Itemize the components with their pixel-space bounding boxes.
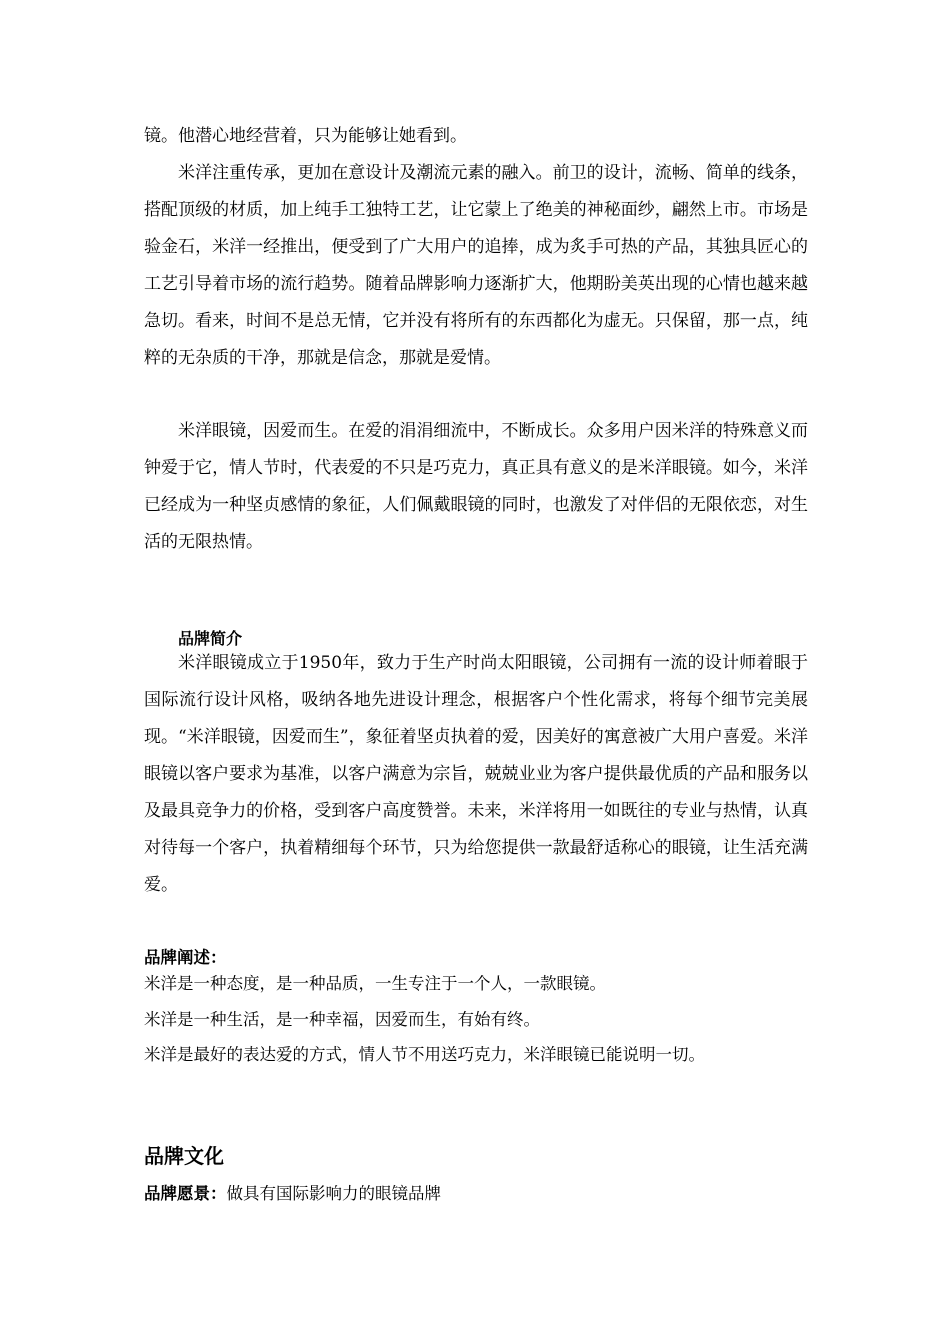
- vision-text: 做具有国际影响力的眼镜品牌: [226, 1184, 441, 1203]
- culture-heading: 品牌文化: [144, 1144, 224, 1168]
- intro-heading: 品牌简介: [178, 629, 243, 648]
- statement-line-2: 米洋是一种生活，是一种幸福，因爱而生，有始有终。: [144, 1010, 540, 1029]
- story-paragraph-3: 米洋眼镜，因爱而生。在爱的涓涓细流中，不断成长。众多用户因米洋的特殊意义而钟爱于它，情人节时，代表爱的不只是巧克力，真正具有意义的是米洋眼镜。如今，米洋已经成为一种坚贞感情的象征，人们佩戴眼镜的同时，也激发了对伴侣的无限依恋，对生活的无限热情。: [144, 421, 808, 552]
- statement-line-3: 米洋是最好的表达爱的方式，情人节不用送巧克力，米洋眼镜已能说明一切。: [144, 1045, 705, 1064]
- story-paragraph-1: 镜。他潜心地经营着，只为能够让她看到。: [144, 126, 467, 146]
- intro-body: 米洋眼镜成立于1950年，致力于生产时尚太阳眼镜，公司拥有一流的设计师着眼于国际流行设计风格，吸纳各地先进设计理念，根据客户个性化需求，将每个细节完美展现。“米洋眼镜，因爱而生”，象征着坚贞执着的爱，因美好的寓意被广大用户喜爱。米洋眼镜以客户要求为基准，以客户满意为宗旨，兢兢业业为客户提供最优质的产品和服务以及最具竞争力的价格，受到客户高度赞誉。未来，米洋将用一如既往的专业与热情，认真对待每一个客户，执着精细每个环节，只为给您提供一款最舒适称心的眼镜，让生活充满爱。: [144, 653, 808, 895]
- vision-line: [144, 1180, 441, 1204]
- vision-label: 品牌愿景：: [144, 1184, 227, 1203]
- statement-line-1: 米洋是一种态度，是一种品质，一生专注于一个人，一款眼镜。: [144, 974, 606, 993]
- statement-heading: 品牌阐述：: [144, 948, 227, 967]
- story-paragraph-2: 米洋注重传承，更加在意设计及潮流元素的融入。前卫的设计，流畅、简单的线条，搭配顶级的材质，加上纯手工独特工艺，让它蒙上了绝美的神秘面纱，翩然上市。市场是验金石，米洋一经推出，便受到了广大用户的追捧，成为炙手可热的产品，其独具匠心的工艺引导着市场的流行趋势。随着品牌影响力逐渐扩大，他期盼美英出现的心情也越来越急切。看来，时间不是总无情，它并没有将所有的东西都化为虚无。只保留，那一点，纯粹的无杂质的干净，那就是信念，那就是爱情。: [144, 163, 808, 368]
